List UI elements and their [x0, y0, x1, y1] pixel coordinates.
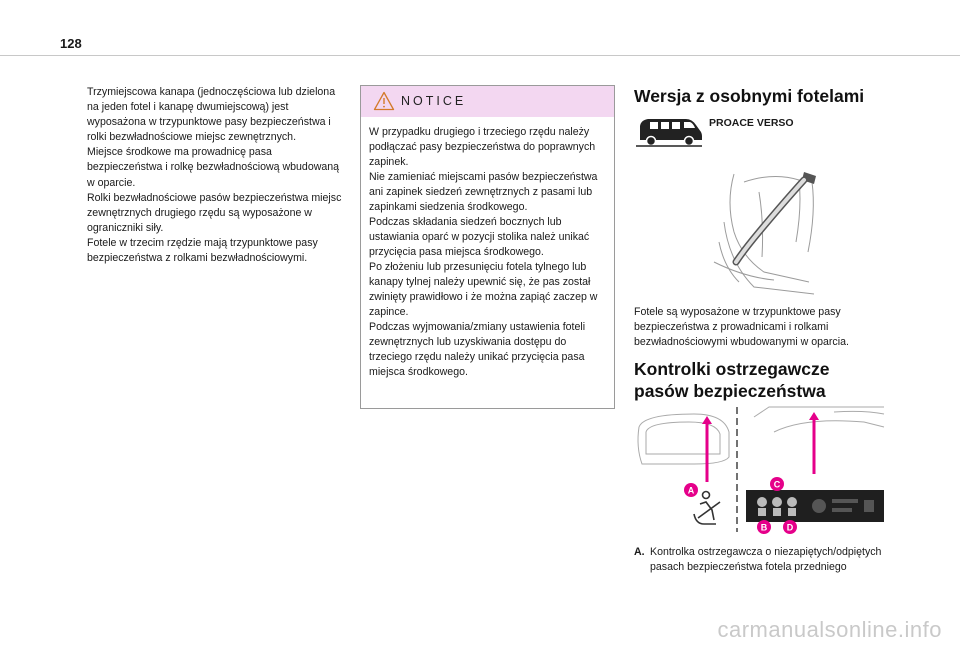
van-icon [634, 112, 704, 150]
legend-letter: A. [634, 546, 645, 558]
callout-a [684, 483, 698, 497]
notice-paragraph: W przypadku drugiego i trzeciego rzędu należy podłączać pasy bezpieczeństwa do poprawnych zapinek. [369, 126, 596, 168]
dashboard-warning-lights-illustration [634, 402, 889, 537]
callout-b [757, 520, 771, 534]
page-number: 128 [60, 36, 82, 51]
notice-header [361, 86, 614, 117]
section-heading: Wersja z osobnymi fotelami [634, 86, 865, 106]
left-paragraph: Miejsce środkowe ma prowadnicę pasa bezpieczeństwa i rolkę bezwładnościową wbudowaną w oparcie. [87, 146, 340, 189]
notice-box [360, 85, 615, 409]
notice-body [361, 117, 614, 380]
left-paragraph: Fotele w trzecim rzędzie mają trzypunktowe pasy bezpieczeństwa z rolkami bezwładnościowymi. [87, 236, 318, 265]
section-heading: Kontrolki ostrzegawcze pasów bezpieczeństwa [634, 359, 830, 401]
notice-paragraph: Po złożeniu lub przesunięciu fotela tylnego lub kanapy tylnej należy upewnić się, że pas został zwinięty prawidłowo i że można zapiąć zaczep w zapince. [369, 261, 598, 318]
notice-paragraph: Nie zamieniać miejscami pasów bezpieczeństwa ani zapinek siedzeń zewnętrznych z pasami lub zapinkami siedzenia środkowego. [369, 171, 598, 213]
svg-text:A: A [687, 485, 695, 496]
legend-item-a [634, 545, 889, 575]
left-paragraph: Trzymiejscowa kanapa (jednoczęściowa lub dzielona na jeden fotel i kanapę dwumiejscową) jest wyposażona w trzypunktowe pasy bezpieczeństwa i rolki bezwładnościowe miejsc zewnętrznych. [87, 86, 336, 144]
callout-d [783, 520, 797, 534]
watermark: carmanualsonline.info [717, 617, 942, 642]
callout-c [770, 477, 784, 491]
seatbelt-illustration [704, 162, 824, 300]
warning-triangle-icon [373, 91, 395, 111]
right-paragraph: Fotele są wyposażone w trzypunktowe pasy bezpieczeństwa z prowadnicami i rolkami bezwładnościowymi wbudowanymi w oparcia. [634, 306, 849, 349]
svg-text:B: B [760, 522, 768, 533]
notice-paragraph: Podczas wyjmowania/zmiany ustawienia foteli zewnętrznych lub uzyskiwania dostępu do trzeciego rzędu należy unikać przycięcia pasa miejsca środkowego. [369, 321, 586, 378]
model-label: PROACE VERSO [709, 117, 794, 129]
left-paragraph: Rolki bezwładnościowe pasów bezpieczeństwa miejsc zewnętrznych drugiego rzędu są wyposażone w ograniczniki siły. [87, 191, 342, 234]
legend-text: Kontrolka ostrzegawcza o niezapiętych/odpiętych pasach bezpieczeństwa fotela przedniego [650, 546, 882, 574]
svg-text:C: C [773, 479, 781, 490]
header-rule [0, 55, 960, 56]
notice-title: NOTICE [401, 94, 467, 108]
seatbelt-warning-icon [694, 492, 720, 525]
notice-paragraph: Podczas składania siedzeń bocznych lub ustawiania oparć w pozycji stolika należ unikać przycięcia pasa miejsca środkowego. [369, 216, 590, 258]
svg-text:D: D [786, 522, 794, 533]
left-column [87, 85, 347, 266]
